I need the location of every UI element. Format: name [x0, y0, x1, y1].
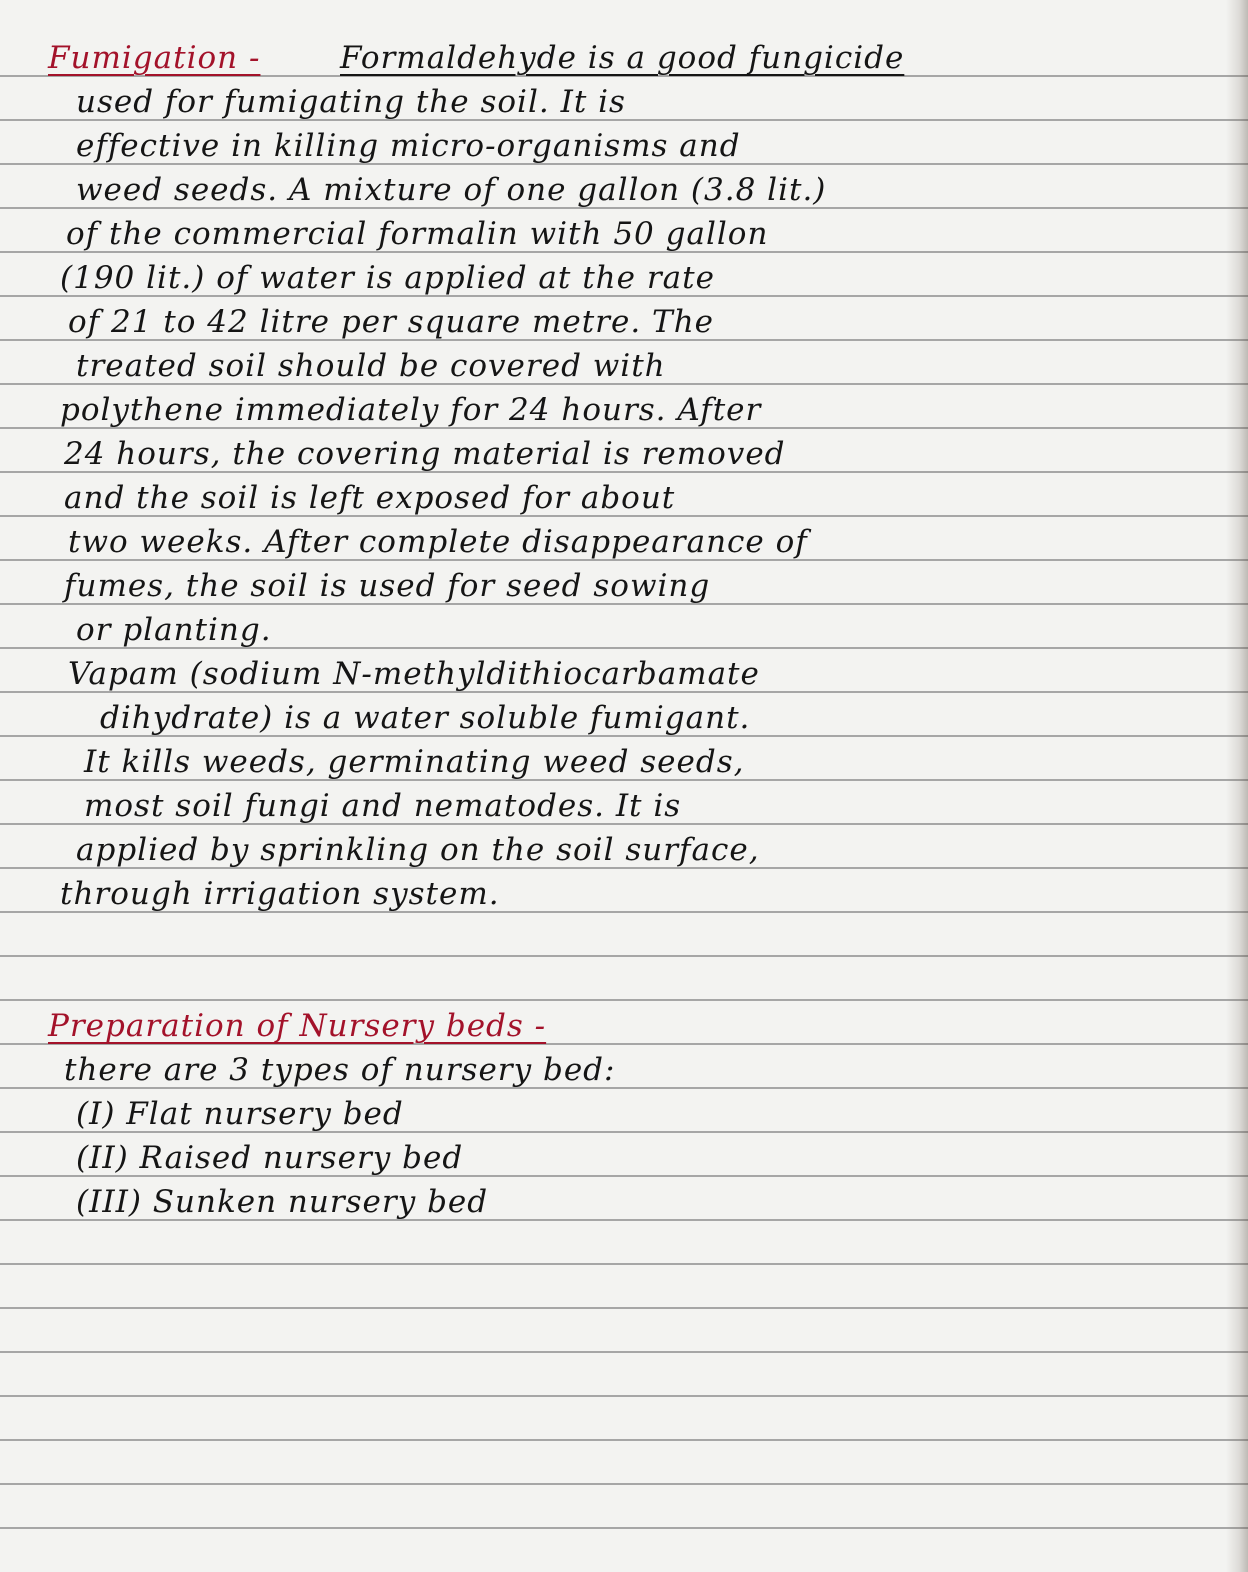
- text-line: applied by sprinkling on the soil surface,: [76, 832, 760, 868]
- text-line: two weeks. After complete disappearance of: [68, 524, 808, 560]
- text-line: It kills weeds, germinating weed seeds,: [84, 744, 745, 780]
- text-line: Formaldehyde is a good fungicide: [340, 40, 905, 76]
- text-line: of 21 to 42 litre per square metre. The: [68, 304, 715, 340]
- list-item: (III) Sunken nursery bed: [76, 1184, 489, 1220]
- text-line: fumes, the soil is used for seed sowing: [64, 568, 711, 604]
- page-binding-shadow: [1226, 0, 1248, 1572]
- list-item: (II) Raised nursery bed: [76, 1140, 464, 1176]
- text-line: (190 lit.) of water is applied at the rate: [60, 260, 715, 296]
- text-line: most soil fungi and nematodes. It is: [84, 788, 682, 824]
- section-heading-nursery-beds: Preparation of Nursery beds -: [48, 1008, 547, 1044]
- list-item: (I) Flat nursery bed: [76, 1096, 404, 1132]
- text-line: polythene immediately for 24 hours. After: [60, 392, 762, 428]
- text-line: and the soil is left exposed for about: [64, 480, 676, 516]
- section-heading-fumigation: Fumigation -: [48, 40, 261, 76]
- text-line: there are 3 types of nursery bed:: [64, 1052, 616, 1088]
- text-line: of the commercial formalin with 50 gallon: [66, 216, 769, 252]
- text-line: through irrigation system.: [60, 876, 500, 912]
- text-line: 24 hours, the covering material is removed: [64, 436, 786, 472]
- text-line: weed seeds. A mixture of one gallon (3.8 lit.): [76, 172, 827, 208]
- text-line: Vapam (sodium N-methyldithiocarbamate: [68, 656, 760, 692]
- text-line: effective in killing micro-organisms and: [76, 128, 741, 164]
- text-line: or planting.: [76, 612, 272, 648]
- text-line: treated soil should be covered with: [76, 348, 666, 384]
- text-line: dihydrate) is a water soluble fumigant.: [100, 700, 751, 736]
- text-line: used for fumigating the soil. It is: [76, 84, 626, 120]
